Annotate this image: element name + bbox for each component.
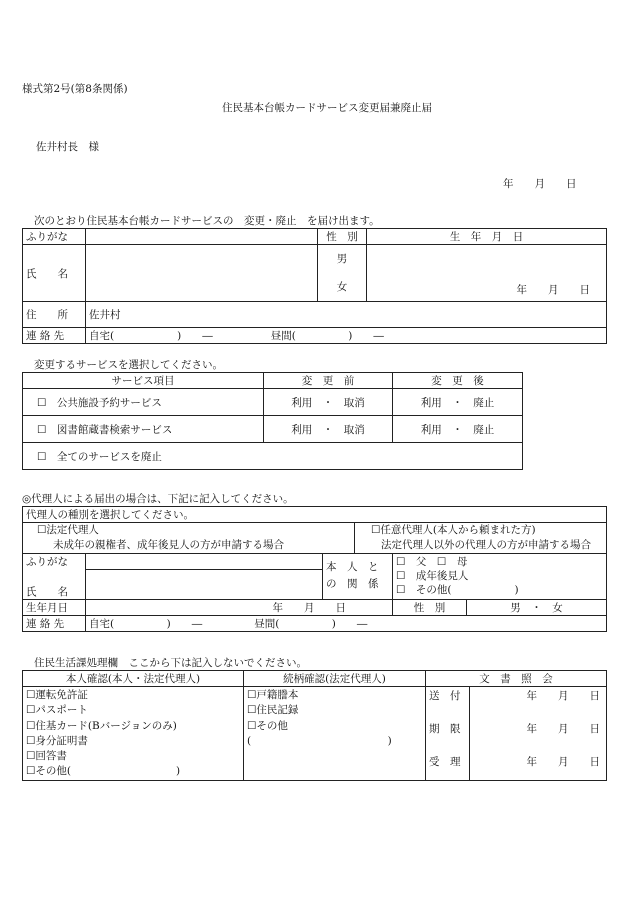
services-table	[22, 372, 523, 470]
intro-text: 次のとおり住民基本台帳カードサービスの 変更・廃止 を届け出ます。	[34, 215, 380, 227]
contact-home[interactable]: 自宅( ) ―	[89, 330, 213, 342]
relation-guardian[interactable]: ☐ 成年後見人	[396, 570, 469, 583]
birthdate-field[interactable]: 年 月 日	[367, 245, 607, 302]
identity-item[interactable]: ☐その他( )	[26, 765, 181, 778]
address-field[interactable]: 佐井村	[86, 302, 607, 328]
identity-item[interactable]: ☐住基カード(Bバージョンのみ)	[26, 719, 177, 732]
service-row	[23, 416, 523, 443]
service-before[interactable]: 利用 ・ 取消	[264, 416, 393, 443]
office-col-relation: 続柄確認(法定代理人)	[244, 671, 426, 687]
service-before[interactable]: 利用 ・ 取消	[264, 389, 393, 416]
agent-birth-label: 生年月日	[23, 599, 86, 615]
address-label: 住 所	[23, 302, 86, 328]
agent-table	[22, 506, 607, 632]
addressee: 佐井村長 様	[36, 141, 99, 153]
name-label: 氏 名	[23, 245, 86, 302]
doc-label-received: 受 理	[429, 756, 461, 768]
gender-female[interactable]: 女	[336, 281, 348, 293]
date-line: 年 月 日	[503, 178, 577, 190]
agent-relation-label: 本 人 と の 関 係	[323, 554, 393, 600]
furigana-label: ふりがな	[23, 229, 86, 245]
doc-dates	[470, 687, 607, 781]
agent-contact-daytime[interactable]: 昼間( ) ―	[254, 617, 368, 630]
doc-date-received[interactable]: 年 月 日	[526, 756, 600, 768]
agent-contact-field[interactable]	[86, 615, 607, 631]
relation-list	[244, 687, 426, 781]
name-field[interactable]	[86, 245, 318, 302]
page-title: 住民基本台帳カードサービス変更届兼廃止届	[222, 102, 432, 114]
doc-date-deadline[interactable]: 年 月 日	[526, 723, 600, 735]
form-number: 様式第2号(第8条関係)	[22, 83, 128, 95]
agent-contact-label: 連 絡 先	[23, 615, 86, 631]
agent-gender-label: 性 別	[393, 599, 467, 615]
service-option-abolish-all[interactable]: ☐ 全てのサービスを廃止	[23, 443, 523, 470]
doc-label-sent: 送 付	[429, 690, 461, 702]
gender-male[interactable]: 男	[336, 253, 348, 265]
agent-furigana-label: ふりがな	[23, 554, 86, 570]
office-title: 住民生活課処理欄 ここから下は記入しないでください。	[34, 657, 307, 669]
contact-field[interactable]	[86, 328, 607, 344]
applicant-table	[22, 228, 607, 344]
agent-contact-home[interactable]: 自宅( ) ―	[89, 617, 203, 630]
agent-furigana-field[interactable]	[86, 554, 323, 570]
relation-item[interactable]: ☐住民記録	[247, 704, 299, 717]
agent-type-legal[interactable]	[23, 523, 355, 554]
identity-item[interactable]: ☐パスポート	[26, 704, 88, 717]
identity-list	[23, 687, 244, 781]
agent-note: ◎代理人による届出の場合は、下記に記入してください。	[22, 493, 294, 505]
furigana-field[interactable]	[86, 229, 318, 245]
agent-gender-field[interactable]: 男 ・ 女	[467, 599, 607, 615]
agent-relation-options[interactable]	[393, 554, 607, 600]
identity-item[interactable]: ☐身分証明書	[26, 734, 88, 747]
doc-date-sent[interactable]: 年 月 日	[526, 690, 600, 702]
voluntary-agent-desc: 法定代理人以外の代理人の方が申請する場合	[381, 539, 591, 551]
gender-label: 性 別	[318, 229, 367, 245]
service-row	[23, 389, 523, 416]
office-table	[22, 670, 607, 781]
services-col-after: 変 更 後	[393, 373, 523, 389]
agent-name-label: 氏 名	[23, 569, 86, 599]
services-col-item: サービス項目	[23, 373, 264, 389]
doc-labels	[426, 687, 470, 781]
relation-item[interactable]: ( )	[247, 734, 392, 747]
agent-birth-field[interactable]: 年 月 日	[86, 599, 393, 615]
office-col-identity: 本人確認(本人・法定代理人)	[23, 671, 244, 687]
relation-parent[interactable]: ☐ 父 ☐ 母	[396, 556, 468, 569]
services-prompt: 変更するサービスを選択してください。	[34, 359, 223, 371]
office-col-docs: 文 書 照 会	[426, 671, 607, 687]
relation-item[interactable]: ☐戸籍謄本	[247, 689, 299, 701]
service-option-facility[interactable]: ☐ 公共施設予約サービス	[23, 389, 264, 416]
contact-daytime[interactable]: 昼間( ) ―	[270, 330, 384, 342]
agent-type-prompt: 代理人の種別を選択してください。	[23, 507, 607, 523]
service-after[interactable]: 利用 ・ 廃止	[393, 416, 523, 443]
service-after[interactable]: 利用 ・ 廃止	[393, 389, 523, 416]
legal-agent-desc: 未成年の親権者、成年後見人の方が申請する場合	[53, 539, 284, 551]
agent-name-field[interactable]	[86, 569, 323, 599]
relation-item[interactable]: ☐その他	[247, 719, 288, 732]
doc-label-deadline: 期 限	[429, 723, 461, 735]
voluntary-agent-option[interactable]: ☐任意代理人(本人から頼まれた方)	[371, 524, 536, 536]
relation-other[interactable]: ☐ その他( )	[396, 584, 519, 597]
identity-item[interactable]: ☐回答書	[26, 750, 67, 763]
birthdate-label: 生 年 月 日	[367, 229, 607, 245]
legal-agent-option[interactable]: ☐法定代理人	[37, 524, 99, 536]
contact-label: 連 絡 先	[23, 328, 86, 344]
identity-item[interactable]: ☐運転免許証	[26, 689, 88, 701]
services-col-before: 変 更 前	[264, 373, 393, 389]
service-option-library[interactable]: ☐ 図書館蔵書検索サービス	[23, 416, 264, 443]
agent-type-voluntary[interactable]	[355, 523, 607, 554]
gender-field[interactable]	[318, 245, 367, 302]
